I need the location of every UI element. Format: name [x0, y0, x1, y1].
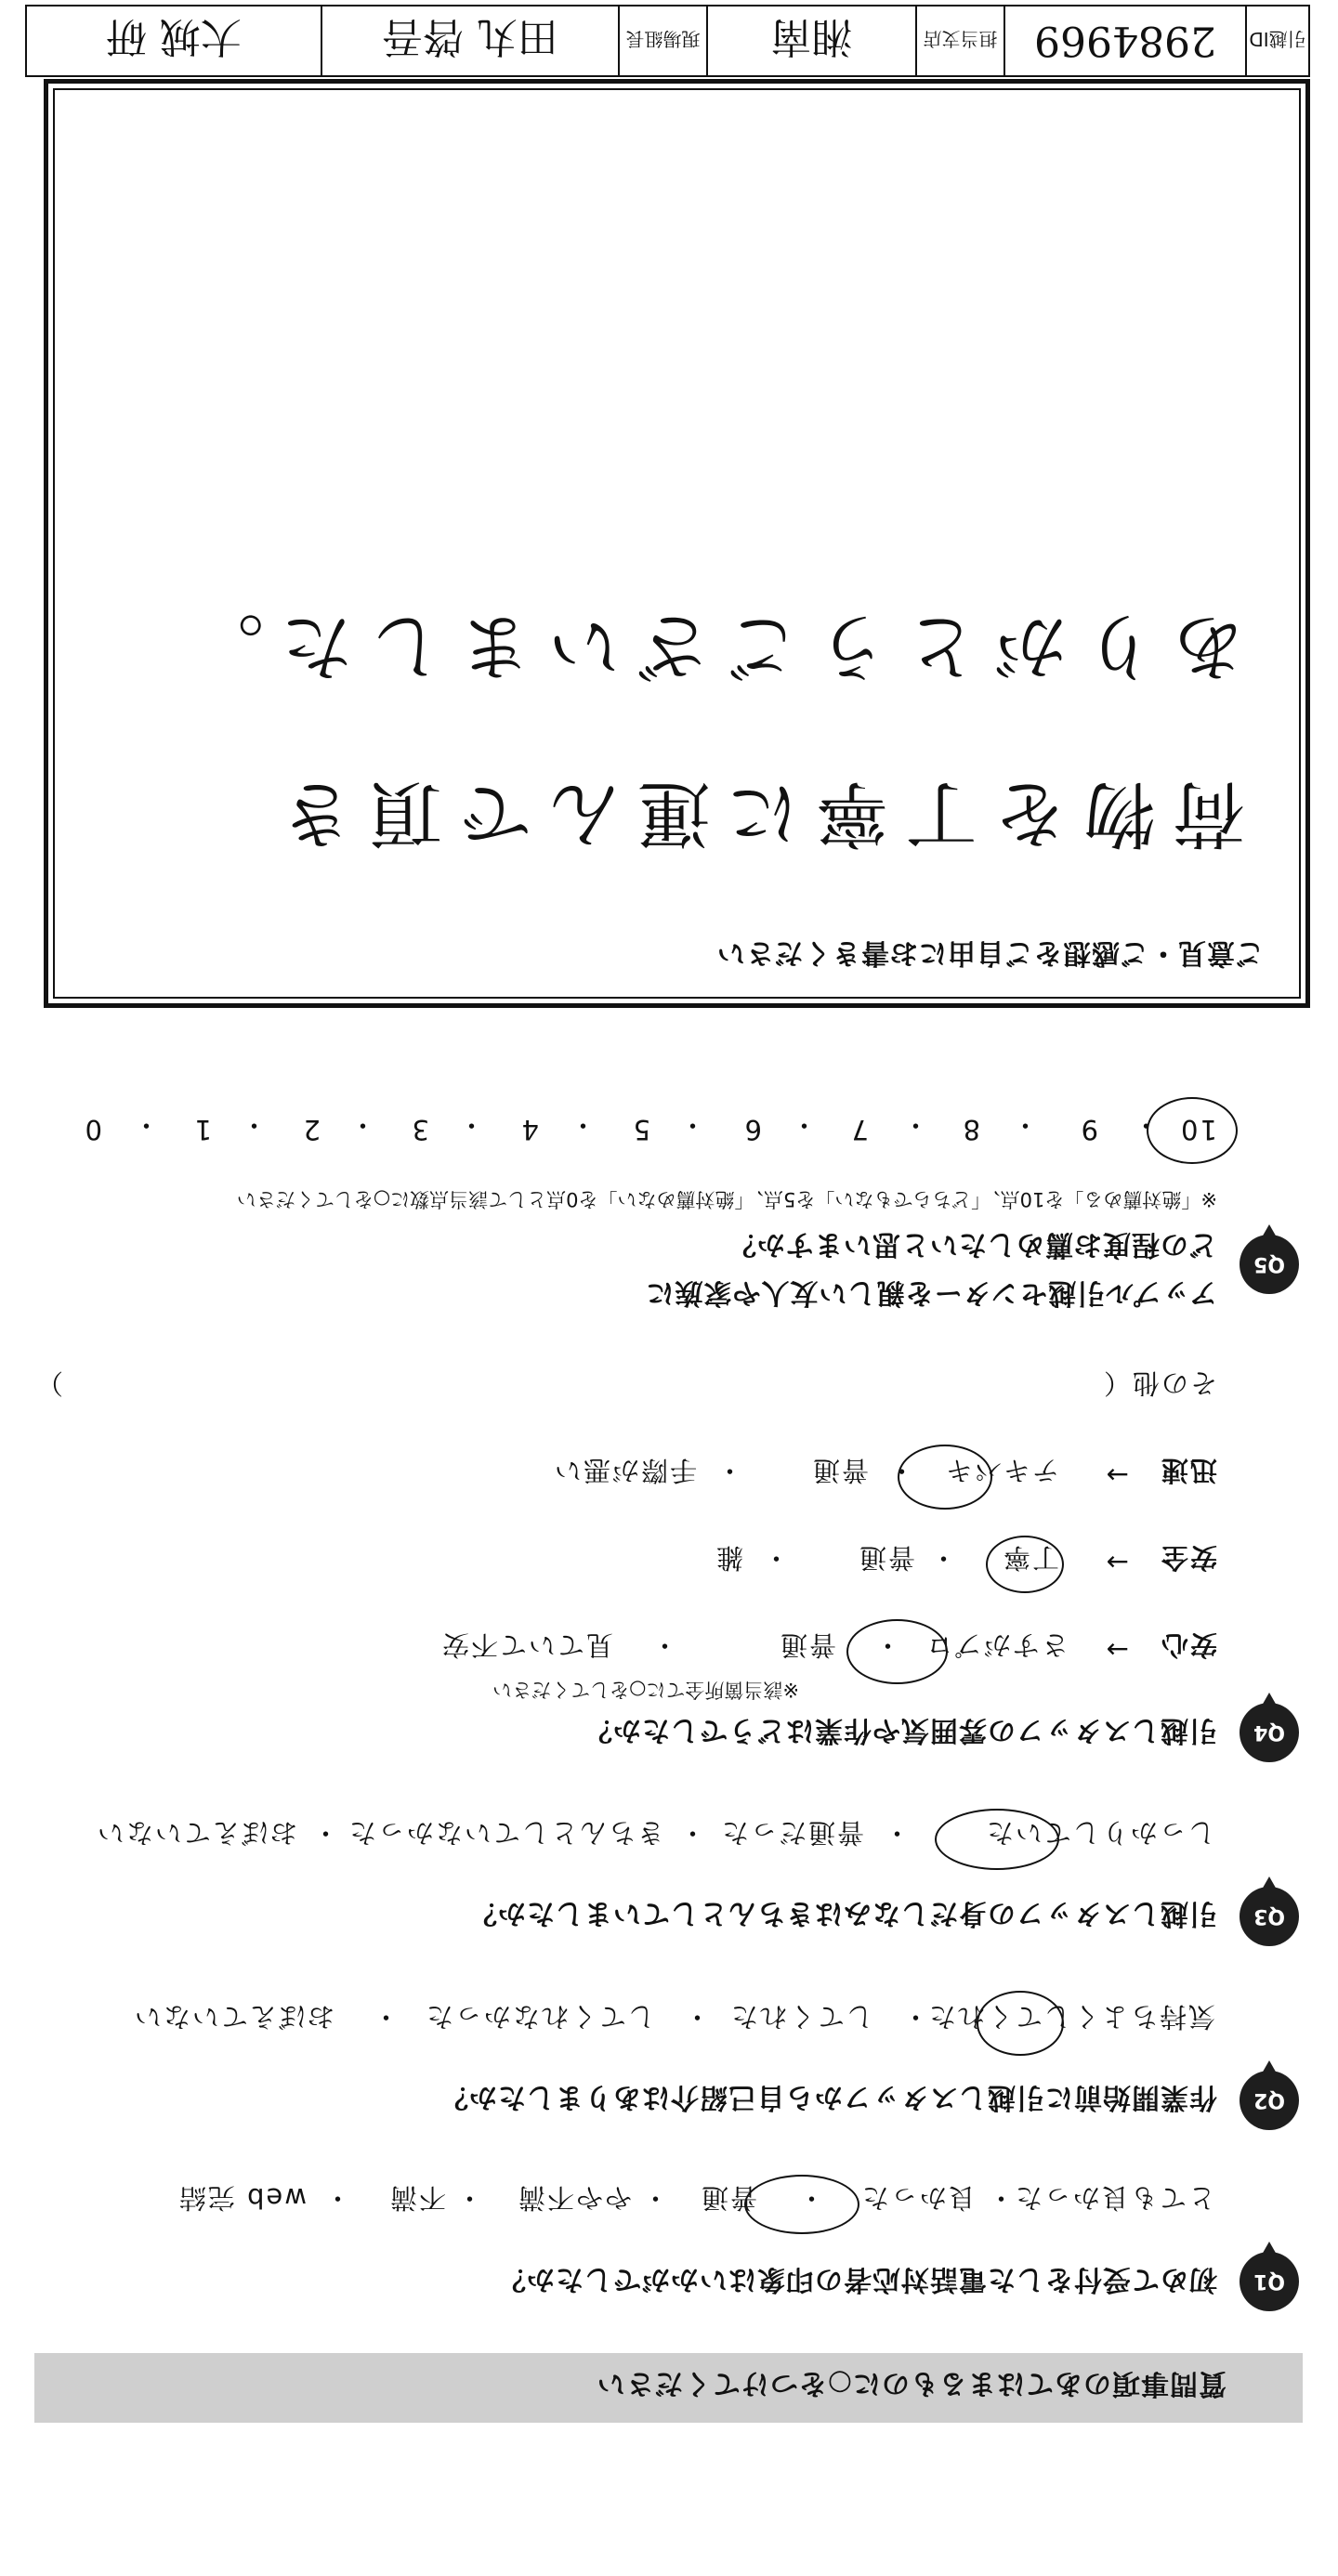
branch-cell [706, 7, 915, 75]
q1-option-4: やや不満 [516, 2182, 632, 2214]
q4-badge: Q4 [1240, 1703, 1299, 1762]
q4-other-close: ） [33, 1367, 63, 1399]
q4-row-label-anzen: 安全 [1159, 1542, 1217, 1574]
q4-separator: ・ [873, 1629, 901, 1661]
q5-dot: ・ [132, 1109, 160, 1141]
q5-dot: ・ [348, 1109, 376, 1141]
q2-option-2: してくれた [728, 2001, 873, 2033]
q5-score-6: 6 [742, 1114, 762, 1145]
staff-value: 大城 研 [106, 13, 242, 60]
q4-anshin-option-3: 見ていて不安 [439, 1629, 613, 1661]
q4-anzen-option-3: 雑 [714, 1542, 743, 1574]
q5-dot: ・ [457, 1109, 485, 1141]
q5-dot: ・ [678, 1109, 706, 1141]
q3-option-2: 普通だった [719, 1817, 864, 1849]
q4-jinsoku-option-3: 手際が悪い [552, 1455, 697, 1486]
q4-row-arrow: → [1104, 1459, 1129, 1491]
q5-question-line2: どの程度お薦めしたいと思いますか？ [728, 1228, 1217, 1261]
q1-option-3: 普通 [699, 2182, 757, 2214]
q5-score-7: 7 [849, 1114, 869, 1145]
move-id-label-cell [1245, 7, 1308, 75]
q2-option-4: おぼえていない [132, 2001, 334, 2033]
q3-answer-circle [935, 1809, 1059, 1870]
q1-option-2: 良かった [859, 2182, 976, 2214]
q4-other-label: その他（ [1101, 1367, 1217, 1399]
q5-note: ※「絶対薦める」を10点、「どちらでもない」を5点、「絶対薦めない」を0点として該当点数に○をしてください [236, 1188, 1217, 1210]
q5-dot: ・ [1011, 1109, 1039, 1141]
info-table [25, 5, 1310, 77]
leader-value: 田丸 啓吾 [382, 13, 558, 60]
q1-separator: ・ [797, 2182, 825, 2214]
q5-score-1: 1 [192, 1114, 212, 1145]
q1-option-1: とても良かった [1013, 2182, 1215, 2214]
q1-separator: ・ [455, 2182, 483, 2214]
q2-badge: Q2 [1240, 2071, 1299, 2130]
q5-dot: ・ [569, 1109, 597, 1141]
q3-separator: ・ [311, 1817, 339, 1849]
q3-separator: ・ [883, 1817, 911, 1849]
q4-row-arrow: → [1104, 1634, 1129, 1666]
branch-value: 湘南 [770, 13, 853, 60]
leader-label-cell [618, 7, 706, 75]
move-id-value: 2984969 [1034, 17, 1216, 65]
q4-separator: ・ [715, 1455, 743, 1486]
branch-label: 担当支店 [923, 28, 998, 51]
q4-anzen-circle [986, 1536, 1064, 1593]
q1-option-6: web 完結 [177, 2182, 307, 2214]
q2-question: 作業開始前に引越しスタッフから自己紹介はありましたか？ [439, 2081, 1217, 2113]
q5-badge: Q5 [1240, 1235, 1299, 1294]
q4-anshin-option-1: さすがプロ [924, 1629, 1069, 1661]
handwritten-comment-line-1: 荷物を丁寧に運んで頂き [263, 771, 1245, 855]
move-id-cell [1004, 7, 1245, 75]
q4-anzen-option-1: 丁寧 [1001, 1542, 1059, 1574]
leader-cell [321, 7, 618, 75]
branch-label-cell [915, 7, 1004, 75]
q2-separator: ・ [372, 2001, 400, 2033]
q5-score-5: 5 [631, 1114, 650, 1145]
q5-question-line1: アップル引越センターを親しい友人や家族に [645, 1276, 1217, 1309]
q1-option-5: 不満 [387, 2182, 446, 2214]
staff-cell [27, 7, 321, 75]
q4-separator: ・ [887, 1455, 915, 1486]
q4-anzen-option-2: 普通 [857, 1542, 915, 1574]
q1-question: 初めて受付をした電話対応者の印象はいかがでしたか？ [497, 2263, 1217, 2295]
q4-separator: ・ [929, 1542, 957, 1574]
q5-score-2: 2 [301, 1114, 321, 1145]
q3-option-1: しっかりしていた [984, 1817, 1215, 1849]
q4-separator: ・ [762, 1542, 790, 1574]
q5-dot: ・ [1132, 1109, 1160, 1141]
comments-label: ご意見・ご感想をご自由にお書きください [716, 936, 1264, 969]
q3-option-4: おぼえていない [95, 1817, 297, 1849]
q2-answer-circle [977, 1991, 1064, 2056]
q3-badge: Q3 [1240, 1887, 1299, 1946]
q4-jinsoku-option-1: テキパキ [943, 1455, 1059, 1486]
q4-jinsoku-option-2: 普通 [810, 1455, 869, 1486]
q2-separator: ・ [901, 2001, 929, 2033]
q3-separator: ・ [678, 1817, 706, 1849]
q5-score-8: 8 [961, 1114, 980, 1145]
q5-score-3: 3 [410, 1114, 429, 1145]
q1-separator: ・ [323, 2182, 351, 2214]
q4-note: ※該当箇所全てに○をしてください [492, 1679, 799, 1701]
q4-anshin-option-2: 普通 [778, 1629, 836, 1661]
instruction-text: 質問事項のあてはまるものに○をつけてください [596, 2367, 1226, 2399]
q4-row-label-anshin: 安心 [1159, 1629, 1217, 1661]
q5-score-0: 0 [83, 1114, 102, 1145]
q1-separator: ・ [641, 2182, 669, 2214]
q5-score-10: 10 [1179, 1114, 1217, 1145]
q4-row-label-jinsoku: 迅速 [1159, 1455, 1217, 1486]
q3-option-3: きちんとしていなかった [347, 1817, 664, 1849]
q4-separator: ・ [650, 1629, 678, 1661]
q3-question: 引越しスタッフの身だしなみはきちんとしていましたか？ [468, 1897, 1217, 1929]
q5-score-4: 4 [519, 1114, 539, 1145]
q5-score-9: 9 [1079, 1114, 1098, 1145]
q1-badge: Q1 [1240, 2252, 1299, 2311]
q4-question: 引越しスタッフの雰囲気や作業はどうでしたか？ [584, 1714, 1217, 1746]
q2-option-1: 気持ちよくしてくれた [926, 2001, 1215, 2033]
q2-separator: ・ [683, 2001, 711, 2033]
q2-option-3: してくれなかった [424, 2001, 655, 2033]
q5-dot: ・ [790, 1109, 818, 1141]
move-id-label: 引越ID [1249, 28, 1306, 51]
leader-label: 現場組長 [625, 28, 701, 51]
handwritten-comment-line-2: ありがとうございました。 [174, 604, 1245, 687]
q4-row-arrow: → [1104, 1547, 1129, 1578]
q5-dot: ・ [901, 1109, 929, 1141]
q1-separator: ・ [987, 2182, 1015, 2214]
q5-dot: ・ [240, 1109, 268, 1141]
